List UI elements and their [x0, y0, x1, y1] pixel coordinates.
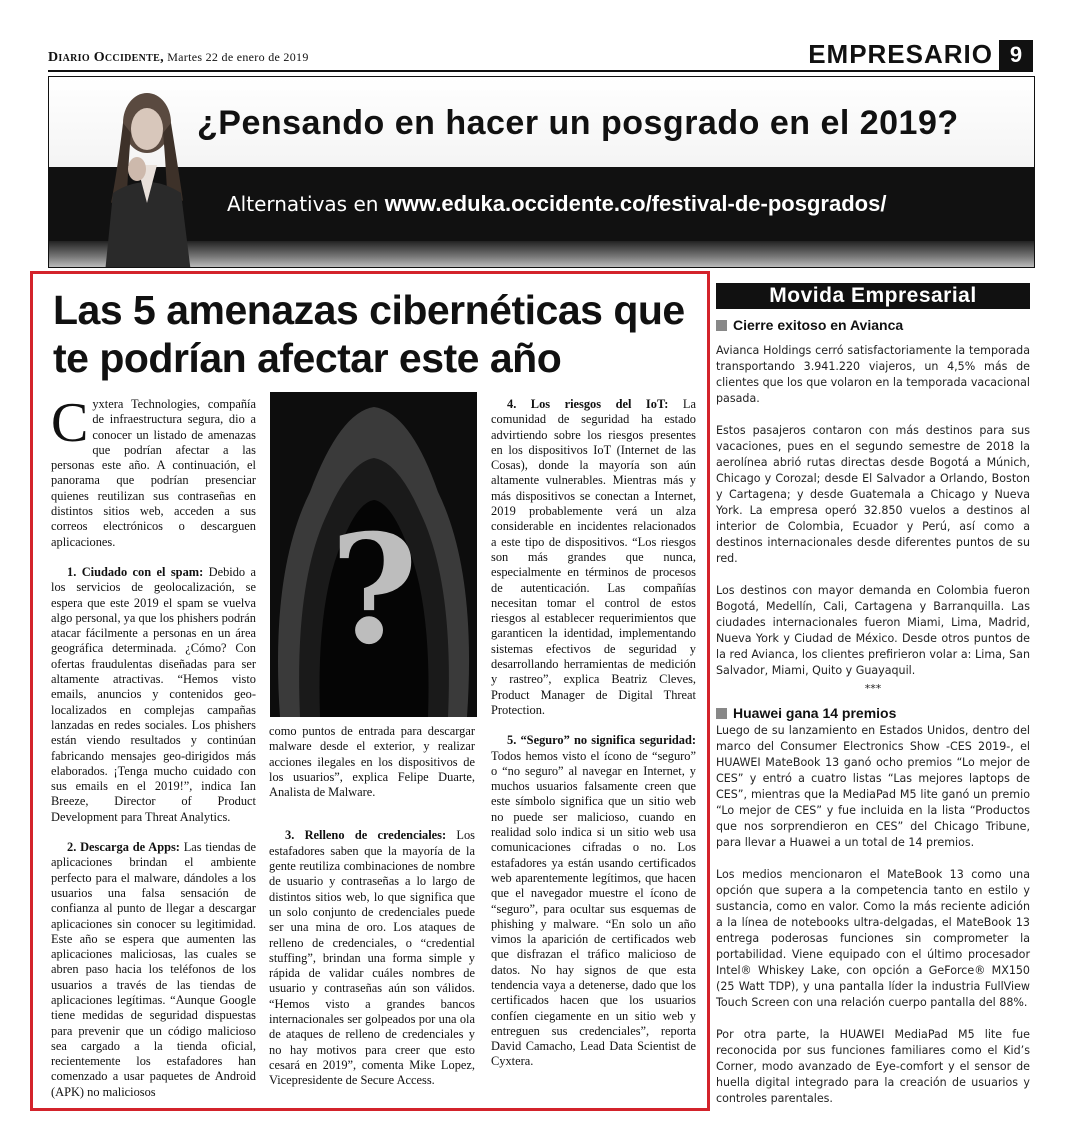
page-header [48, 40, 1033, 72]
article-column-2: como puntos de entrada para descargar malware desde el exterior, y realizar acciones ilegales en los dispositivos de los usuarios”, explica Felipe Duarte, Analista de Malware. 3. Relleno de credenciales: Los estafadores saben que la mayoría de la gente reutiliza combinaciones de nombre de usuario y contraseñas a lo largo de distintos sitios web, lo que significa que un solo conjunto de credenciales puede ser una mina de oro. Los ataques de relleno de credenciales, o “credential stuffing”, brindan una forma simple y rápida de validar cuáles nombres de usuario y contraseñas aún son válidos. “Hemos visto a grandes bancos internacionales ser golpeados por una ola de ataques de relleno de credenciales y no hay motivos para creer que esto cesará en 2019”, comenta Mike Lopez, Vicepresidente de Secure Access. [269, 724, 476, 1088]
banner-url: www.eduka.occidente.co/festival-de-posgrados/ [384, 191, 887, 216]
huawei-story: Luego de su lanzamiento en Estados Unidos, dentro del marco del Consumer Electronics Show -CES 2019-, el HUAWEI MateBook 13 ganó ocho premios “Lo mejor de CES” y entró a cuatro listas “Las mejores laptops de CES”, mientras que la MediaPad M5 lite ganó un premio “Lo mejor de CES” y fue incluida en la lista “Productos que nos sorprendieron en CES” del Chicago Tribune, para llevar a Huawei a un total de 14 premios. Los medios mencionaron el MateBook 13 como una opción que supera a la competencia tanto en estilo y sustancia, como en valor. Como la más reciente adición a la línea de notebooks ultra-delgadas, el MateBook 13 entrega poderosas funciones sin comprometer la portabilidad. Viene equipado con el último procesador Intel® Whiskey Lake, con opción a GeForce® MX150 (25 Watt TDP), y una pantalla líder la industria FullView Touch Screen con una relación cuerpo pantalla del 88%. Por otra parte, la HUAWEI MediaPad M5 lite fue reconocida por sus funciones familiares como el Kid’s Corner, modo avanzado de Eye-comfort y el sensor de huella digital integrado para la creación de usuarios y controles parentales. [716, 724, 1030, 1105]
newspaper-name: Diario Occidente, Martes 22 de enero de 2019 [48, 50, 309, 65]
threat-5: 5. “Seguro” no significa seguridad: Todos hemos visto el ícono de “seguro” o “no seguro” al navegar en Internet, y muchos usuarios falsamente creen que este símbolo significa que un sitio web no puede ser malicioso, cuando en realidad solo indica si un sitio web usa comunicaciones cifradas o no. Los estafadores ya están usando certificados web aparentemente legítimos, que hacen que el navegador muestre el ícono de “seguro”, para ocultar sus esquemas de phishing y malware. “En solo un año vimos la aparición de certificados web que disfrazan el tráfico malicioso de datos. No hay signos de que esta tendencia vaya a detenerse, dado que los certificados hacen que los usuarios confíen ciegamente en un sitio web y entreguen sus credenciales”, reporta David Camacho, Lead Data Scientist de Cyxtera. [491, 733, 696, 1069]
square-bullet-icon [716, 320, 727, 331]
threat-3: 3. Relleno de credenciales: Los estafadores saben que la mayoría de la gente reutiliza combinaciones de nombre de usuario y contraseñas a lo largo de distintos sitios web, lo que significa que un solo conjunto de credenciales puede ser una mina de oro. Los ataques de relleno de credenciales, o “credential stuffing”, brindan una forma simple y rápida de validar cuáles nombres de usuario y contraseñas aún son válidos. “Hemos visto a grandes bancos internacionales ser golpeados por una ola de ataques de relleno de credenciales y no hay motivos para creer que esto cesará en 2019”, comenta Mike Lopez, Vicepresidente de Secure Access. [269, 828, 476, 1088]
movida-empresarial-sidebar [716, 283, 1030, 1123]
sidebar-heading-avianca: Cierre exitoso en Avianca [716, 317, 1030, 333]
svg-text:?: ? [330, 502, 418, 678]
page-number: 9 [999, 40, 1033, 70]
threat-1: 1. Ciudado con el spam: Debido a los servicios de geolocalización, se espera que este 2019 el spam se vuelva algo personal, ya que los phishers podrán atacar fácilmente a personas en un área geográfica determinada. ¿Cómo? Con ofertas fraudulentas diseñadas para ser altamente atractivas. “Hemos visto emails, anuncios y contenidos geo-localizados en complejas campañas lanzadas en redes sociales. Los phishers están viendo resultados y continúan fabricando mensajes geo-dirigidos más elaborados. ¡Tenga mucho cuidado con sus emails en el 2019!”, indica Ian Breeze, Director of Product Development para Threat Analytics. [51, 564, 257, 824]
article-headline: Las 5 amenazas cibernéticas que te podrían afectar este año [53, 287, 685, 381]
story-separator: *** [864, 682, 882, 695]
threat-2: 2. Descarga de Apps: Las tiendas de aplicaciones brindan el ambiente perfecto para el malware, dándoles a los usuarios una falsa sensación de confianza al punto de llegar a descargar aplicaciones sin conocer su legitimidad. Este año se espera que aumenten las aplicaciones maliciosas, las cuales se abren paso hacia los teléfonos de los usuarios a través de las tiendas de aplicaciones legítimas. “Aunque Google tiene medidas de seguridad dispuestas para prevenir que un código malicioso sea cargado a la tienda oficial, recientemente los estafadores han comenzado a usar paquetes de Android (APK) no maliciosos [51, 840, 256, 1099]
square-bullet-icon [716, 708, 727, 719]
sidebar-heading-huawei: Huawei gana 14 premios [716, 705, 1030, 721]
woman-thinking-photo [83, 83, 203, 268]
banner-link-text[interactable]: Alternativas en www.eduka.occidente.co/festival-de-posgrados/ [227, 191, 887, 216]
drop-cap: C [51, 392, 89, 454]
article-column-1 [51, 392, 257, 1115]
article-intro: yxtera Technologies, compañía de infraestructura segura, dio a conocer un listado de amenazas que podrían afectar a las personas este año. A continuación, el panorama que podrían presenciar quienes reutilizan sus contraseñas en distintos sitios web, acceden a sus correos electrónicos o descarguen aplicaciones. [51, 397, 256, 549]
section-title: EMPRESARIO [808, 39, 993, 69]
article-highlight-box [30, 271, 710, 1111]
posgrado-ad-banner[interactable] [48, 76, 1035, 268]
banner-question: ¿Pensando en hacer un posgrado en el 2019? [197, 104, 959, 142]
hooded-figure-question-mark-photo [270, 392, 477, 717]
sidebar-title: Movida Empresarial [716, 283, 1030, 309]
article-column-3 [491, 397, 696, 1085]
issue-date: Martes 22 de enero de 2019 [163, 50, 309, 64]
threat-4: 4. Los riesgos del IoT: La comunidad de seguridad ha estado advirtiendo sobre los riesgos presentes en los dispositivos IoT (Internet de las Cosas), donde la mayoría son aún altamente vulnerables. Mientras más y más dispositivos se conectan a Internet, 2019 probablemente verá un alza considerable en incidentes relacionados a este tipo de dispositivos. “Los riesgos son más grandes que nunca, especialmente en términos de procesos de autenticación. Las compañías necesitan tomar el control de estos riesgos al establecer requerimientos que garanticen la identidad, implementando sistemas efectivos de seguridad y desarrollando herramientas de medición y rastreo”, explica Beatriz Cleves, Product Manager de Digital Threat Protection. [491, 397, 697, 717]
avianca-story: Avianca Holdings cerró satisfactoriamente la temporada transportando 3.941.220 viajeros, un 4,5% más de clientes que los que volaron en la temporada vacacional pasada. Estos pasajeros contaron con más destinos para sus vacaciones, pues en el segundo semestre de 2018 la aerolínea abrió rutas directas desde Bogotá a Múnich, Chicago y Corozal; desde El Salvador a Orlando, Boston y Cartagena; y desde Guatemala a Chicago y Nueva York. La empresa operó 32.850 vuelos a destinos al interior de Colombia, Ecuador y Perú, así como a destinos internacionales desde diferentes puntos de su red. Los destinos con mayor demanda en Colombia fueron Bogotá, Medellín, Cali, Cartagena y Barranquilla. Las ciudades internacionales fueron Miami, Lima, Madrid, Nueva York y Ciudad de México. Desde otros puntos de la red Avianca, los clientes prefirieron volar a: Lima, San Salvador, Miami, Quito y Guayaquil. *** [716, 344, 1030, 695]
